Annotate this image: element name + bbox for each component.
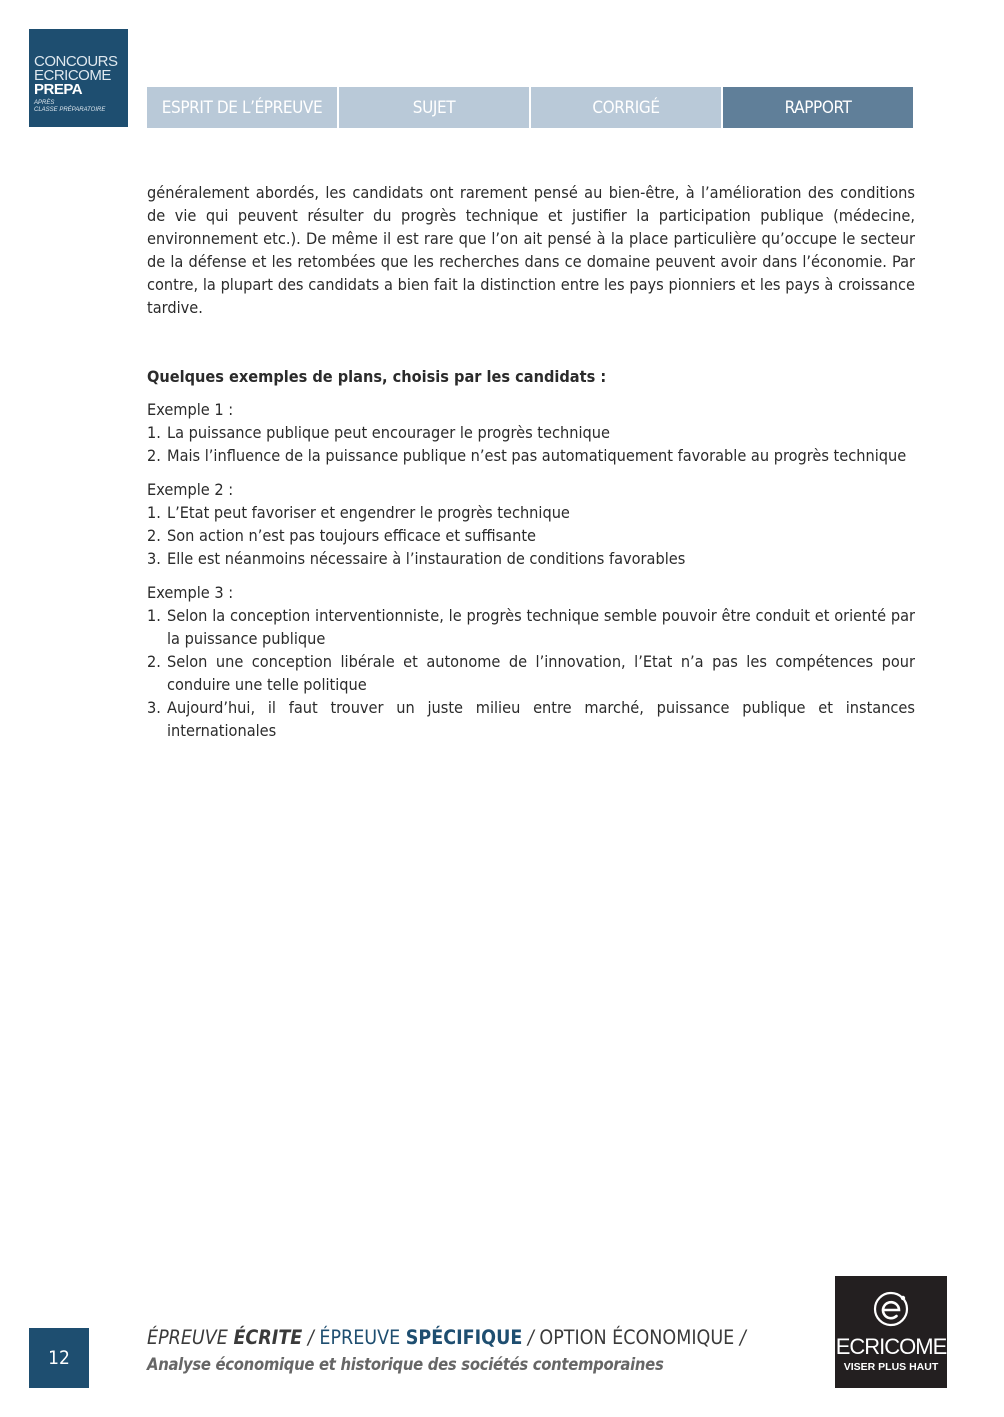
logo-line-concours: CONCOURS xyxy=(34,53,118,70)
example-3 xyxy=(147,581,915,742)
section-heading: Quelques exemples de plans, choisis par les candidats : xyxy=(147,367,607,386)
item-number: 2. xyxy=(147,526,161,545)
example-list xyxy=(147,421,915,467)
ecricome-e-icon xyxy=(872,1290,910,1328)
item-number: 1. xyxy=(147,606,161,625)
example-list xyxy=(147,501,915,570)
footer-epreuve-2: ÉPREUVE xyxy=(319,1326,406,1349)
example-title: Exemple 2 : xyxy=(147,480,234,499)
intro-paragraph: généralement abordés, les candidats ont rarement pensé au bien-être, à l’amélioration des conditions de vie qui peuvent résulter du progrès technique et justifier la participation publique (médecine, environnement etc.). De même il est rare que l’on ait pensé à la place particulière qu’occupe le secteur de la défense et les retombées que les recherches dans ce domaine peuvent avoir dans l’économie. Par contre, la plupart des candidats a bien fait la distinction entre les pays pionniers et les pays à croissance tardive. xyxy=(147,183,915,317)
item-text: Son action n’est pas toujours efficace et suffisante xyxy=(167,526,536,545)
example-title: Exemple 3 : xyxy=(147,583,234,602)
footer-separator: / xyxy=(522,1326,540,1349)
item-text: L’Etat peut favoriser et engendrer le progrès technique xyxy=(167,503,570,522)
brand-tagline: VISER PLUS HAUT xyxy=(843,1361,939,1373)
list-item xyxy=(147,501,915,524)
brand-name: ECRICOME xyxy=(835,1334,947,1359)
list-item xyxy=(147,444,915,467)
footer-separator: / xyxy=(734,1326,746,1349)
footer-epreuve: ÉPREUVE xyxy=(147,1326,234,1349)
list-item xyxy=(147,421,915,444)
tab-esprit-epreuve[interactable]: ESPRIT DE L’ÉPREUVE xyxy=(147,87,337,128)
item-text: La puissance publique peut encourager le progrès technique xyxy=(167,423,610,442)
list-item xyxy=(147,696,915,742)
item-number: 3. xyxy=(147,549,161,568)
tab-rapport[interactable]: RAPPORT xyxy=(723,87,913,128)
item-text: Selon la conception interventionniste, le progrès technique semble pouvoir être conduit et orienté par la puissance publique xyxy=(167,606,915,648)
list-item xyxy=(147,650,915,696)
main-content xyxy=(147,181,915,753)
footer-specifique: SPÉCIFIQUE xyxy=(405,1326,523,1349)
footer-option: OPTION ÉCONOMIQUE xyxy=(539,1326,735,1349)
example-2 xyxy=(147,478,915,570)
example-title: Exemple 1 : xyxy=(147,400,234,419)
logo-line-apres: APRÈS xyxy=(34,100,55,106)
example-list xyxy=(147,604,915,742)
footer-separator: / xyxy=(302,1326,320,1349)
section-tabs xyxy=(147,87,913,128)
item-number: 2. xyxy=(147,446,161,465)
item-number: 2. xyxy=(147,652,161,671)
list-item xyxy=(147,604,915,650)
item-number: 1. xyxy=(147,503,161,522)
concours-logo xyxy=(29,29,128,127)
tab-corrige[interactable]: CORRIGÉ xyxy=(531,87,721,128)
list-item xyxy=(147,547,915,570)
item-text: Mais l’influence de la puissance publique n’est pas automatiquement favorable au progrès technique xyxy=(167,446,907,465)
item-text: Elle est néanmoins nécessaire à l’instauration de conditions favorables xyxy=(167,549,686,568)
item-text: Aujourd’hui, il faut trouver un juste milieu entre marché, puissance publique et instances internationales xyxy=(167,698,915,740)
footer-exam-line xyxy=(147,1326,746,1349)
ecricome-brand-logo xyxy=(835,1276,947,1388)
item-number: 1. xyxy=(147,423,161,442)
footer-ecrite: ÉCRITE xyxy=(233,1326,303,1349)
logo-line-ecricome: ECRICOME xyxy=(34,67,111,84)
logo-line-prepa: PREPA xyxy=(34,81,83,98)
footer-subject-title: Analyse économique et historique des sociétés contemporaines xyxy=(147,1355,664,1374)
list-item xyxy=(147,524,915,547)
logo-line-classe: CLASSE PRÉPARATOIRE xyxy=(34,107,106,113)
item-text: Selon une conception libérale et autonome de l’innovation, l’Etat n’a pas les compétences pour conduire une telle politique xyxy=(167,652,915,694)
tab-sujet[interactable]: SUJET xyxy=(339,87,529,128)
item-number: 3. xyxy=(147,698,161,717)
page-number: 12 xyxy=(48,1347,70,1369)
page-number-badge xyxy=(29,1328,89,1388)
example-1 xyxy=(147,398,915,467)
